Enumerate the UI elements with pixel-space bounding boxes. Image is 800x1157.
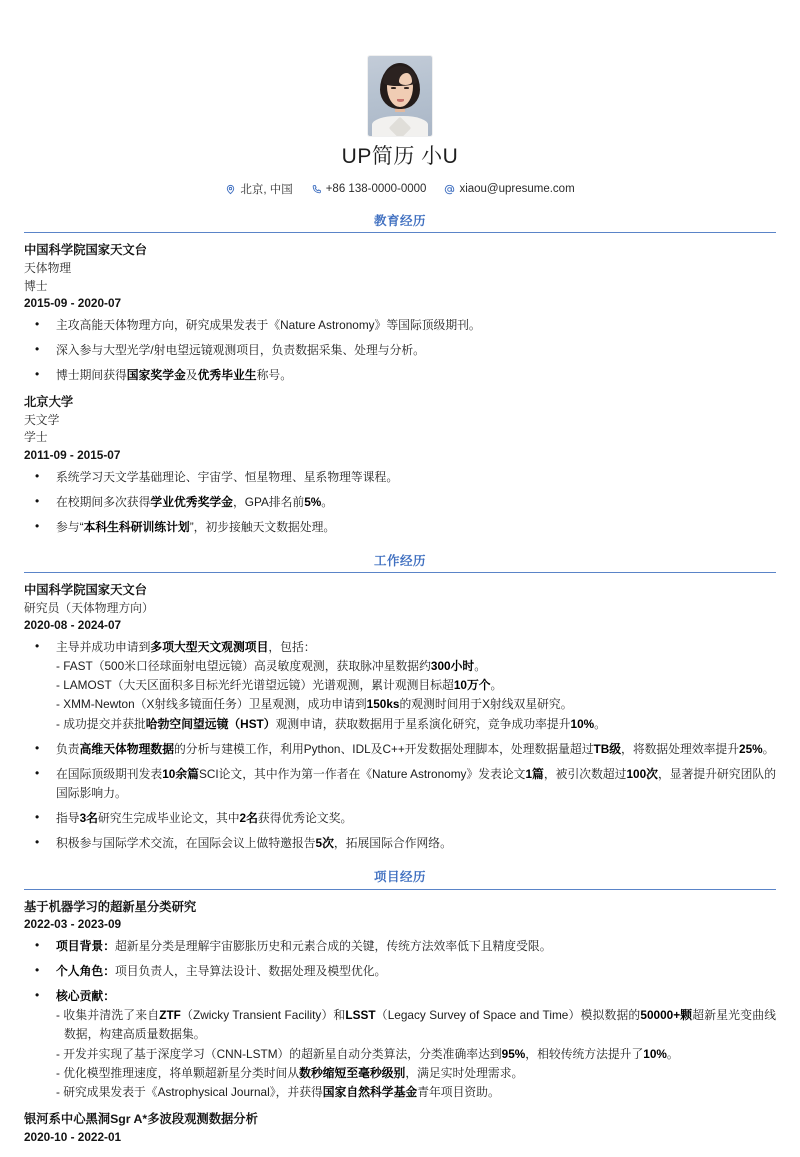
resume-entry xyxy=(24,394,776,537)
resume-entry xyxy=(24,582,776,853)
entry-date-range: 2011-09 - 2015-07 xyxy=(24,447,121,462)
entry-organization: 北京大学 xyxy=(24,395,74,410)
phone-icon xyxy=(311,184,322,195)
resume-entry xyxy=(24,1111,776,1147)
entry-bullet-list xyxy=(24,316,776,385)
section-title: 教育经历 xyxy=(373,214,426,229)
contact-phone-text: +86 138-0000-0000 xyxy=(325,183,427,196)
portrait-photo-icon xyxy=(368,56,432,136)
resume-section xyxy=(24,213,776,537)
contact-list xyxy=(24,181,776,197)
resume-entry xyxy=(24,242,776,385)
contact-phone xyxy=(311,183,427,195)
email-at-icon xyxy=(444,184,455,195)
section-divider xyxy=(24,889,776,890)
section-divider xyxy=(24,232,776,233)
entry-date-range: 2015-09 - 2020-07 xyxy=(24,296,122,311)
list-item: • 负责高维天体物理数据的分析与建模工作，利用Python、IDL及C++开发数据处理脚本，处理数据量超过TB级，将数据处理效率提升25%。 xyxy=(24,740,776,759)
contact-location-text: 北京, 中国 xyxy=(240,184,293,197)
list-item: • 参与“本科生科研训练计划”，初步接触天文数据处理。 xyxy=(24,518,776,537)
entry-organization: 中国科学院国家天文台 xyxy=(24,243,147,258)
entry-bullet-list xyxy=(24,638,776,853)
list-item: • 系统学习天文学基础理论、宇宙学、恒星物理、星系物理等课程。 xyxy=(24,468,776,487)
list-item: • 个人角色：项目负责人，主导算法设计、数据处理及模型优化。 xyxy=(24,962,776,981)
location-pin-icon xyxy=(225,184,236,195)
entry-organization: 中国科学院国家天文台 xyxy=(24,583,147,598)
entry-major: 天文学 xyxy=(24,413,60,428)
list-item: • 项目背景：超新星分类是理解宇宙膨胀历史和元素合成的关键，传统方法效率低下且精度受限。 xyxy=(24,937,776,956)
list-item: • 在国际顶级期刊发表10余篇SCI论文，其中作为第一作者在《Nature Astronomy》发表论文1篇，被引次数超过100次，显著提升研究团队的国际影响力。 xyxy=(24,765,776,803)
resume-section xyxy=(24,869,776,1146)
list-item: • 指导3名研究生完成毕业论文，其中2名获得优秀论文奖。 xyxy=(24,809,776,828)
list-item: • 在校期间多次获得学业优秀奖学金，GPA排名前5%。 xyxy=(24,493,776,512)
page-title: UP简历 小U xyxy=(341,145,459,168)
list-item: • 主攻高能天体物理方向，研究成果发表于《Nature Astronomy》等国际顶级期刊。 xyxy=(24,316,776,335)
entry-bullet-list xyxy=(24,937,776,1102)
contact-email xyxy=(444,183,574,195)
list-item: • 深入参与大型光学/射电望远镜观测项目，负责数据采集、处理与分析。 xyxy=(24,341,776,360)
list-item: • 博士期间获得国家奖学金及优秀毕业生称号。 xyxy=(24,366,776,385)
resume-header xyxy=(24,0,776,197)
entry-major: 天体物理 xyxy=(24,261,72,276)
list-item: • 核心贡献： - 收集并清洗了来自ZTF（Zwicky Transient Facility）和LSST（Legacy Survey of Space and Time）模拟数据的50000+颗超新星光变曲线数据，构建高质量数据集。 - 开发并实现了基于深度学习（CNN-LSTM）的超新星自动分类算法，分类准确率达到95%，相较传统方法提升了10%。 - 优化模型推理速度，将单颗超新星分类时间从数秒缩短至毫秒级别，满足实时处理需求。 - 研究成果发表于《Astrophysical Journal》，并获得国家自然科学基金青年项目资助。 xyxy=(24,987,776,1102)
resume-sections xyxy=(24,213,776,1146)
entry-degree: 学士 xyxy=(24,430,48,445)
avatar xyxy=(368,56,432,136)
contact-location xyxy=(225,181,292,197)
resume-entry xyxy=(24,899,776,1102)
list-item: • 积极参与国际学术交流，在国际会议上做特邀报告5次，拓展国际合作网络。 xyxy=(24,834,776,853)
contact-email-text: xiaou@upresume.com xyxy=(459,183,575,196)
entry-date-range: 2022-03 - 2023-09 xyxy=(24,917,122,932)
entry-bullet-list xyxy=(24,468,776,537)
section-divider xyxy=(24,572,776,573)
entry-date-range: 2020-10 - 2022-01 xyxy=(24,1129,122,1144)
section-title: 工作经历 xyxy=(373,553,426,568)
entry-degree: 博士 xyxy=(24,278,48,293)
list-item: • 主导并成功申请到多项大型天文观测项目，包括： - FAST（500米口径球面射电望远镜）高灵敏度观测，获取脉冲星数据约300小时。 - LAMOST（大天区面积多目标光纤光谱望远镜）光谱观测，累计观测目标超10万个。 - XMM-Newton（X射线多镜面任务）卫星观测，成功申请到150ks的观测时间用于X射线双星研究。 - 成功提交并获批哈勃空间望远镜（HST）观测申请，获取数据用于星系演化研究，竞争成功率提升10%。 xyxy=(24,638,776,734)
entry-organization: 银河系中心黑洞Sgr A*多波段观测数据分析 xyxy=(24,1111,258,1126)
entry-organization: 基于机器学习的超新星分类研究 xyxy=(24,899,197,914)
entry-date-range: 2020-08 - 2024-07 xyxy=(24,618,122,633)
entry-major: 研究员（天体物理方向） xyxy=(24,601,154,616)
resume-section xyxy=(24,553,776,853)
section-title: 项目经历 xyxy=(373,870,426,885)
